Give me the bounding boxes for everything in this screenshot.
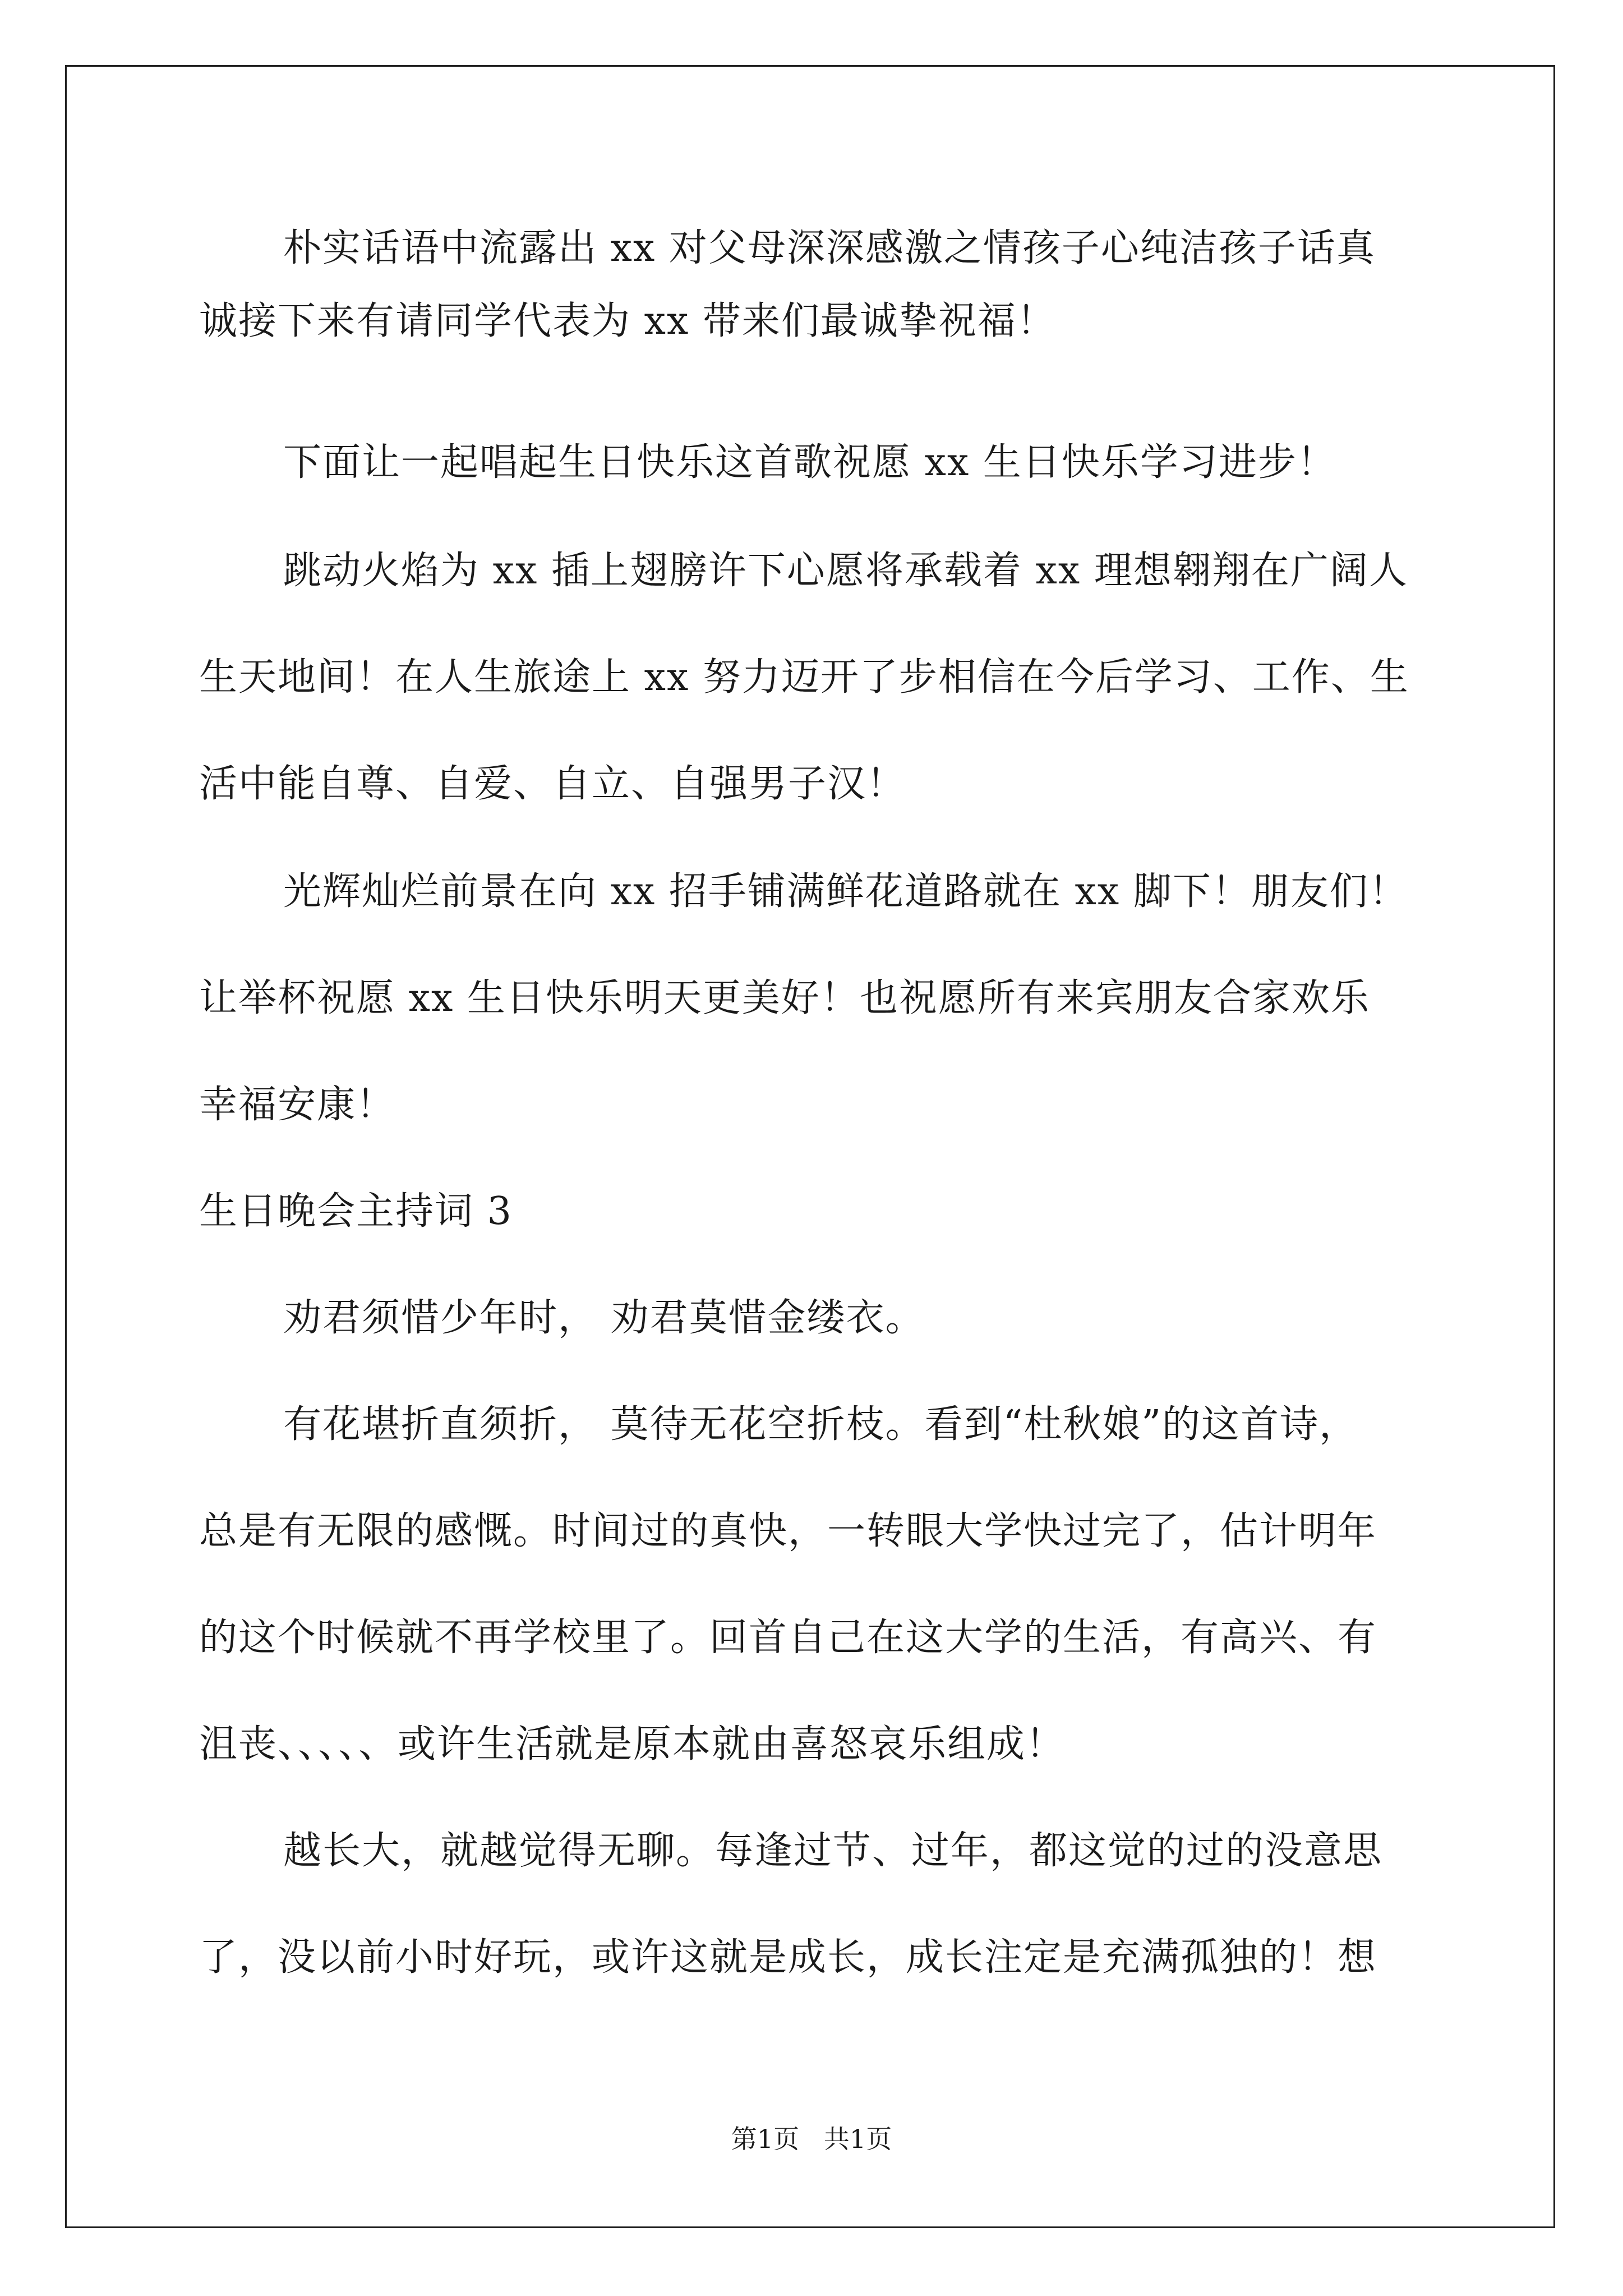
paragraph-line: 越长大，就越觉得无聊。每逢过节、过年，都这觉的过的没意思 (283, 1829, 1383, 1873)
paragraph-line: 的这个时候就不再学校里了。回首自己在这大学的生活，有高兴、有 (199, 1616, 1377, 1660)
paragraph-line: 生天地间！在人生旅途上 xx 努力迈开了步相信在今后学习、工作、生 (199, 655, 1409, 700)
paragraph-line: 下面让一起唱起生日快乐这首歌祝愿 xx 生日快乐学习进步！ (283, 440, 1336, 485)
section-heading: 生日晚会主持词 3 (199, 1189, 513, 1234)
paragraph-line: 沮丧、、、、、或许生活就是原本就由喜怒哀乐组成！ (199, 1722, 1066, 1766)
paragraph-line: 诚接下来有请同学代表为 xx 带来们最诚挚祝福！ (199, 299, 1056, 343)
page-footer: 第1页 共1页 (731, 2124, 892, 2154)
paragraph-line: 让举杯祝愿 xx 生日快乐明天更美好！也祝愿所有来宾朋友合家欢乐 (199, 976, 1370, 1020)
paragraph-line: 劝君须惜少年时， 劝君莫惜金缕衣。 (283, 1296, 925, 1340)
paragraph-line: 朴实话语中流露出 xx 对父母深深感激之情孩子心纯洁孩子话真 (283, 226, 1376, 270)
paragraph-line: 总是有无限的感慨。时间过的真快，一转眼大学快过完了，估计明年 (199, 1509, 1377, 1553)
paragraph-line: 光辉灿烂前景在向 xx 招手铺满鲜花道路就在 xx 脚下！朋友们！ (283, 869, 1408, 914)
paragraph-line: 了，没以前小时好玩，或许这就是成长，成长注定是充满孤独的！想 (199, 1935, 1377, 1980)
paragraph-line: 幸福安康！ (199, 1083, 396, 1127)
page-border (65, 65, 1555, 2228)
paragraph-line: 活中能自尊、自爱、自立、自强男子汉！ (199, 762, 906, 806)
paragraph-line: 跳动火焰为 xx 插上翅膀许下心愿将承载着 xx 理想翱翔在广阔人 (283, 549, 1408, 593)
paragraph-line: 有花堪折直须折， 莫待无花空折枝。看到“杜秋娘”的这首诗， (283, 1402, 1359, 1447)
